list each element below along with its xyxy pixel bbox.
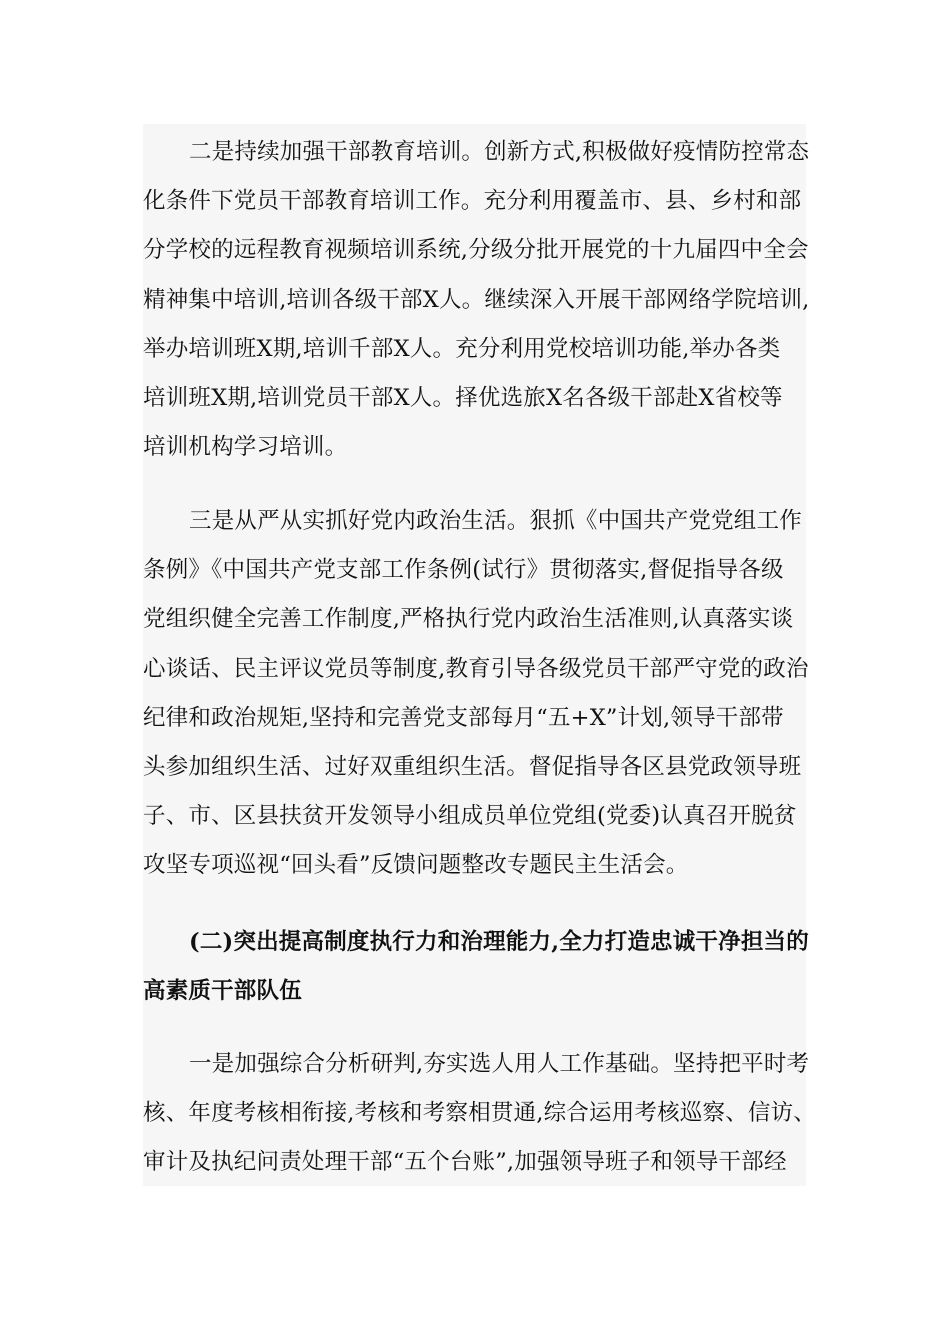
- section-heading: [143, 918, 809, 1016]
- paragraph-line: 二是持续加强干部教育培训。创新方式,积极做好疫情防控常态: [189, 139, 810, 165]
- paragraph-line: 核、年度考核相衔接,考核和考察相贯通,综合运用考核巡察、信访、: [143, 1100, 817, 1127]
- paragraph-line: 条例》《中国共产党支部工作条例(试行》贯彻落实,督促指导各级: [143, 557, 784, 584]
- paragraph-line: 攻坚专项巡视“回头看”反馈问题整改专题民主生活会。: [143, 852, 689, 879]
- paragraph-political-life: [143, 497, 809, 891]
- heading-line: 高素质干部队伍: [143, 978, 302, 1005]
- paragraph-line: 审计及执纪问责处理干部“五个台账”,加强领导班子和领导干部经: [143, 1149, 787, 1176]
- paragraph-education-training: [143, 128, 810, 472]
- paragraph-line: 一是加强综合分析研判,夯实选人用人工作基础。坚持把平时考: [189, 1051, 810, 1077]
- paragraph-line: 培训机构学习培训。: [143, 434, 348, 461]
- paragraph-line: 头参加组织生活、过好双重组织生活。督促指导各区县党政领导班: [143, 753, 802, 780]
- paragraph-analysis-judgment: [143, 1040, 817, 1188]
- paragraph-line: 心谈话、民主评议党员等制度,教育引导各级党员干部严守党的政治: [143, 655, 809, 682]
- paragraph-line: 纪律和政治规矩,坚持和完善党支部每月“五+X”计划,领导干部带: [143, 704, 784, 731]
- paragraph-line: 党组织健全完善工作制度,严格执行党内政治生活准则,认真落实谈: [143, 606, 794, 633]
- paragraph-line: 举办培训班X期,培训千部X人。充分利用党校培训功能,举办各类: [143, 335, 781, 362]
- paragraph-line: 分学校的远程教育视频培训系统,分级分批开展党的十九届四中全会: [143, 237, 809, 264]
- paragraph-line: 培训班X期,培训党员干部X人。择优选旅X名各级干部赴X省校等: [143, 384, 783, 411]
- paragraph-line: 精神集中培训,培训各级干部X人。继续深入开展干部网络学院培训,: [143, 286, 810, 313]
- paragraph-line: 三是从严从实抓好党内政治生活。狠抓《中国共产党党组工作: [189, 508, 802, 534]
- paragraph-line: 子、市、区县扶贫开发领导小组成员单位党组(党委)认真召开脱贫: [143, 803, 797, 830]
- heading-line: (二)突出提高制度执行力和治理能力,全力打造忠诚干净担当的: [189, 929, 809, 955]
- paragraph-line: 化条件下党员干部教育培训工作。充分利用覆盖市、县、乡村和部: [143, 188, 802, 215]
